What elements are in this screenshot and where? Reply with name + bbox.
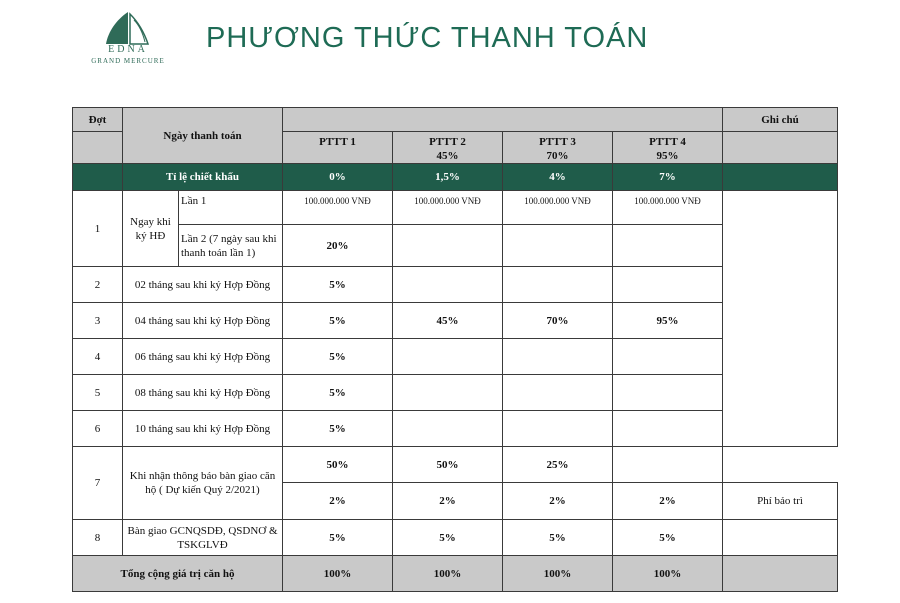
row-value-blank	[393, 225, 503, 267]
row-value: 5%	[503, 520, 613, 556]
row-value: 100.000.000 VNĐ	[503, 191, 613, 225]
row-group-label: Ngay khi ký HĐ	[123, 191, 179, 267]
header-plan-2	[393, 132, 503, 164]
header-ngay-thanh-toan: Ngày thanh toán	[123, 108, 283, 164]
row-desc: 02 tháng sau khi ký Hợp Đồng	[123, 267, 283, 303]
page-title: PHƯƠNG THỨC THANH TOÁN	[206, 22, 649, 54]
row-value: 100.000.000 VNĐ	[613, 191, 723, 225]
discount-value: 7%	[613, 164, 723, 191]
plan-name: PTTT 1	[319, 136, 356, 148]
row-value: 100.000.000 VNĐ	[393, 191, 503, 225]
row-value: 5%	[283, 375, 393, 411]
row-value	[613, 411, 723, 447]
discount-value: 1,5%	[393, 164, 503, 191]
row-value	[393, 339, 503, 375]
row-value	[613, 447, 723, 483]
discount-note-blank	[723, 164, 838, 191]
header-plan-4	[613, 132, 723, 164]
row-value	[393, 411, 503, 447]
row-dot: 6	[73, 411, 123, 447]
total-note-blank	[723, 556, 838, 592]
row-value	[613, 339, 723, 375]
header-dot: Đợt	[73, 108, 123, 132]
table-row	[73, 520, 838, 556]
row-value: 25%	[503, 447, 613, 483]
row-value	[393, 267, 503, 303]
total-value: 100%	[613, 556, 723, 592]
row-value: 5%	[283, 520, 393, 556]
row-value: 5%	[283, 411, 393, 447]
row-desc: 04 tháng sau khi ký Hợp Đồng	[123, 303, 283, 339]
row-value: 5%	[283, 339, 393, 375]
row-value: 50%	[283, 447, 393, 483]
row-dot: 7	[73, 447, 123, 520]
total-value: 100%	[283, 556, 393, 592]
row-value	[613, 267, 723, 303]
header-plans-blank	[283, 108, 723, 132]
row-dot: 4	[73, 339, 123, 375]
row-dot: 5	[73, 375, 123, 411]
row-value	[503, 375, 613, 411]
row-note-blank	[723, 520, 838, 556]
discount-label: Tỉ lệ chiết khấu	[123, 164, 283, 191]
row-value: 5%	[283, 267, 393, 303]
row-dot: 2	[73, 267, 123, 303]
total-row	[73, 556, 838, 592]
total-value: 100%	[503, 556, 613, 592]
header-ghi-chu: Ghi chú	[723, 108, 838, 132]
row-value	[503, 267, 613, 303]
row-value	[393, 375, 503, 411]
total-value: 100%	[393, 556, 503, 592]
row-desc: 06 tháng sau khi ký Hợp Đồng	[123, 339, 283, 375]
row-desc: Khi nhận thông báo bàn giao căn hộ ( Dự kiến Quý 2/2021)	[123, 447, 283, 520]
brand-name: EDNA	[108, 44, 148, 55]
row-value: 45%	[393, 303, 503, 339]
discount-value: 0%	[283, 164, 393, 191]
header-dot-blank	[73, 132, 123, 164]
row-value-blank	[503, 225, 613, 267]
row-sublabel: Lần 1	[179, 191, 283, 225]
row-value: 70%	[503, 303, 613, 339]
payment-schedule-table	[72, 107, 838, 592]
discount-value: 4%	[503, 164, 613, 191]
row-desc: 10 tháng sau khi ký Hợp Đồng	[123, 411, 283, 447]
plan-name: PTTT 3	[539, 136, 576, 148]
discount-blank	[73, 164, 123, 191]
plan-pct: 95%	[656, 150, 679, 162]
row-note-blank	[723, 191, 838, 447]
row-value: 20%	[283, 225, 393, 267]
plan-pct: 70%	[546, 150, 569, 162]
row-value: 2%	[503, 483, 613, 520]
row-desc: 08 tháng sau khi ký Hợp Đồng	[123, 375, 283, 411]
header-row-1	[73, 108, 838, 132]
row-value: 5%	[613, 520, 723, 556]
sail-logo-icon	[98, 10, 158, 46]
row-value: 2%	[283, 483, 393, 520]
row-value: 5%	[393, 520, 503, 556]
row-dot: 8	[73, 520, 123, 556]
row-value: 95%	[613, 303, 723, 339]
row-value	[503, 339, 613, 375]
total-label: Tổng cộng giá trị căn hộ	[73, 556, 283, 592]
brand-logo	[72, 10, 184, 68]
row-value-blank	[613, 225, 723, 267]
brand-subtitle: GRAND MERCURE	[91, 57, 165, 65]
row-value	[503, 411, 613, 447]
plan-name: PTTT 2	[429, 136, 466, 148]
header-ghi-chu-blank	[723, 132, 838, 164]
header-plan-1	[283, 132, 393, 164]
row-value: 5%	[283, 303, 393, 339]
row-value: 2%	[393, 483, 503, 520]
discount-row	[73, 164, 838, 191]
table-row	[73, 447, 838, 483]
row-sublabel: Lần 2 (7 ngày sau khi thanh toán lần 1)	[179, 225, 283, 267]
table-row	[73, 191, 838, 225]
row-desc: Bàn giao GCNQSDĐ, QSDNƠ & TSKGLVĐ	[123, 520, 283, 556]
row-value: 100.000.000 VNĐ	[283, 191, 393, 225]
row-value: 2%	[613, 483, 723, 520]
row-value	[613, 375, 723, 411]
plan-pct: 45%	[436, 150, 459, 162]
row-dot: 1	[73, 191, 123, 267]
row-note: Phí bảo trì	[723, 483, 838, 520]
plan-name: PTTT 4	[649, 136, 686, 148]
row-dot: 3	[73, 303, 123, 339]
header-plan-3	[503, 132, 613, 164]
row-value: 50%	[393, 447, 503, 483]
